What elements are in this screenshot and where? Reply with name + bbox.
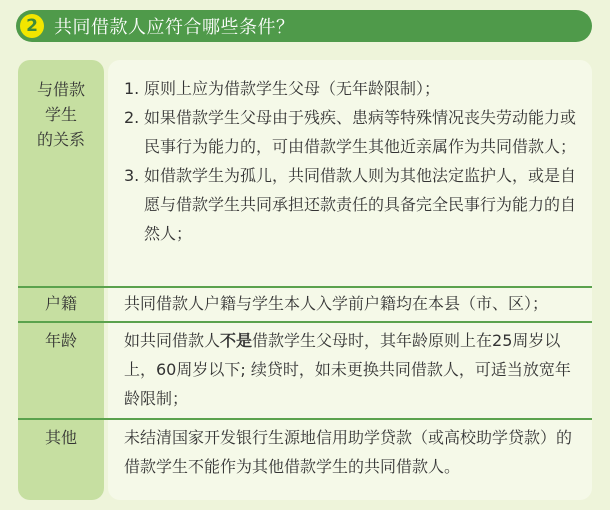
other-content: 未结清国家开发银行生源地信用助学贷款（或高校助学贷款）的借款学生不能作为其他借款学生的共同借款人。 (124, 428, 573, 476)
row-label-household: 户籍 (44, 294, 77, 313)
section-number-badge: 2 (20, 14, 44, 38)
item-text: 原则上应为借款学生父母（无年龄限制）； (144, 79, 441, 98)
section-title: 共同借款人应符合哪些条件？ (54, 17, 295, 38)
emphasis-text: 不是 (220, 331, 253, 350)
row-label-other: 其他 (44, 428, 77, 447)
row-divider (18, 321, 592, 323)
relationship-content (124, 74, 584, 248)
label-line: 与借款 (36, 80, 85, 99)
age-text: 如共同借款人 (124, 331, 221, 350)
row-label-relationship (18, 77, 104, 152)
row-divider (18, 418, 592, 420)
row-divider (18, 286, 592, 288)
list-item (124, 161, 584, 248)
item-text: 如借款学生为孤儿，共同借款人则为其他法定监护人，或是自愿与借款学生共同承担还款责任的具备完全民事行为能力的自然人； (144, 166, 577, 243)
household-content: 共同借款人户籍与学生本人入学前户籍均在本县（市、区）； (124, 294, 549, 313)
item-number: 2. (124, 108, 140, 127)
item-text: 如果借款学生父母由于残疾、患病等特殊情况丧失劳动能力或民事行为能力的，可由借款学生其他近亲属作为共同借款人； (144, 108, 577, 156)
label-line: 的关系 (36, 130, 85, 149)
age-text: 借款学生父母时，其年龄原则上在25周岁以上，60周岁以下; 续贷时，如未更换共同借款人，可适当放宽年龄限制； (124, 331, 571, 408)
item-number: 3. (124, 166, 140, 185)
item-number: 1. (124, 79, 140, 98)
age-content (124, 326, 584, 413)
section-header (16, 10, 592, 42)
label-line: 学生 (44, 105, 77, 124)
list-item (124, 74, 584, 103)
row-label-age: 年龄 (44, 331, 77, 350)
list-item (124, 103, 584, 161)
